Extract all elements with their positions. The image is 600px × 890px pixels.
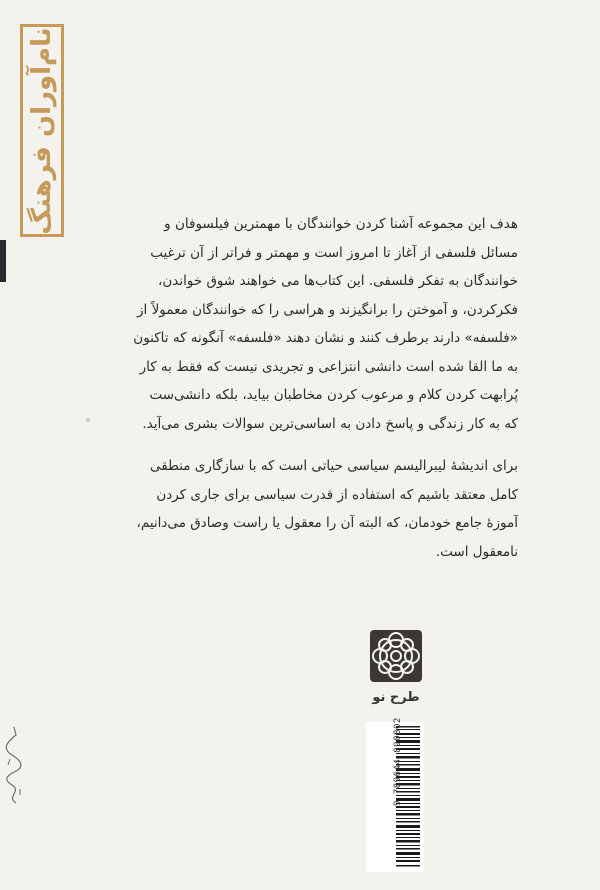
- paper-speck: [86, 418, 90, 422]
- blurb-line: هدف این مجموعه آشنا کردن خوانندگان با مهمترین فیلسوفان و: [164, 216, 518, 232]
- series-title: نام‌آوران فرهنگ: [27, 26, 57, 235]
- blurb-paragraph-2: [88, 452, 518, 566]
- series-logo-box: [20, 24, 64, 237]
- barcode-digits: 9 789644 890802: [393, 717, 403, 806]
- blurb-line: خوانندگان به تفکر فلسفی. این کتاب‌ها می خواهند شوق خواندن،: [157, 273, 518, 289]
- blurb-line: آموزهٔ جامع خودمان، که البته آن را معقول یا راست وصادق می‌دانیم،: [136, 515, 518, 531]
- blurb-line: به ما القا شده است دانشی انتزاعی و تجریدی نیست که فقط به کار: [139, 358, 518, 375]
- publisher-emblem-icon: [366, 626, 426, 686]
- blurb-line: که به کار زندگی و پاسخ دادن به اساسی‌ترین سوالات بشری می‌آید.: [142, 415, 518, 432]
- handwritten-signature-icon: [2, 725, 26, 805]
- spine-edge-strip: [0, 240, 6, 282]
- blurb-line: پُرابهت کردن کلام و مرعوب کردن مخاطبان بیاید، بلکه دانشی‌ست: [149, 387, 518, 403]
- blurb-line: مسائل فلسفی از آغاز تا امروز است و مهمتر و فراتر از آن ترغیب: [150, 244, 518, 261]
- blurb-line: «فلسفه» دارند برطرف کنند و نشان دهند «فلسفه» آنگونه که تاکنون: [133, 330, 518, 346]
- blurb-line: فکرکردن، و آموختن را برانگیزند و هراسی را که خوانندگان معمولاً از: [137, 301, 518, 318]
- blurb-line: کامل معتقد باشیم که استفاده از قدرت سیاسی برای جاری کردن: [156, 486, 518, 503]
- blurb-line: برای اندیشهٔ لیبرالیسم سیاسی حیاتی است که با سازگاری منطقی: [150, 458, 518, 474]
- blurb-paragraph-1: [88, 210, 518, 438]
- publisher-name: طرح نو: [372, 690, 420, 705]
- blurb-line: نامعقول است.: [435, 543, 518, 560]
- publisher-logo: [366, 626, 426, 710]
